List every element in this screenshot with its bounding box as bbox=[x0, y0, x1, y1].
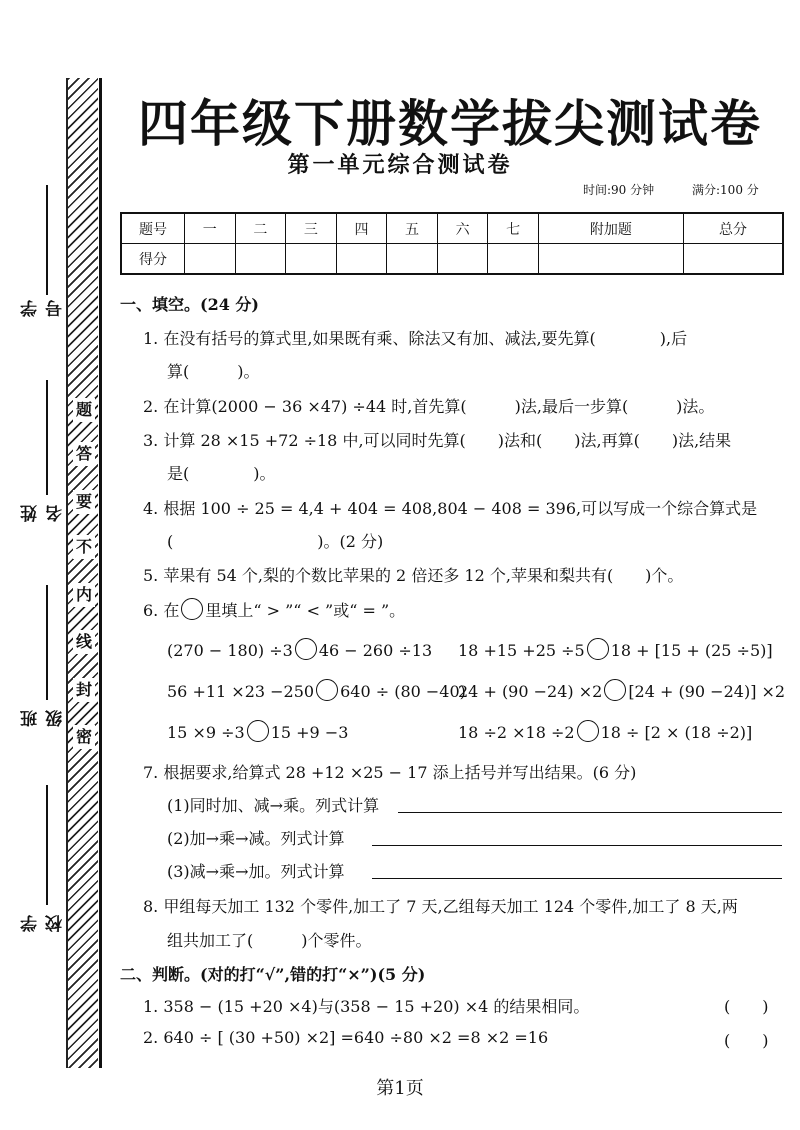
compare-left: 15 ×9 ÷3 bbox=[167, 723, 245, 742]
exam-full-score: 满分:100 分 bbox=[692, 183, 759, 197]
answer-line[interactable] bbox=[372, 878, 782, 879]
score-cell[interactable] bbox=[387, 244, 438, 275]
compare-right: 46 − 260 ÷13 bbox=[318, 641, 433, 660]
question-8-line-a: 8. 甲组每天加工 132 个零件,加工了 7 天,乙组每天加工 124 个零件,加工了 8 天,两 bbox=[143, 897, 738, 916]
school-line[interactable] bbox=[46, 785, 48, 905]
score-table-score-row bbox=[121, 244, 783, 275]
seal-char: 封 bbox=[73, 678, 95, 702]
question-6 bbox=[143, 598, 405, 621]
compare-right: [24 + (90 −24)] ×2 bbox=[628, 682, 786, 701]
question-7-sub-1: (1)同时加、减→乘。列式计算 bbox=[167, 796, 380, 815]
compare-left: 56 +11 ×23 −250 bbox=[167, 682, 315, 701]
compare-circle-icon bbox=[181, 598, 203, 620]
score-cell[interactable] bbox=[336, 244, 387, 275]
question-4-line-b: ( )。(2 分) bbox=[167, 532, 384, 551]
table-cell: 七 bbox=[488, 213, 539, 244]
exam-title: 四年级下册数学拔尖测试卷 bbox=[138, 95, 762, 153]
question-2: 2. 在计算(2000 − 36 ×47) ÷44 时,首先算( )法,最后一步算( )法。 bbox=[143, 397, 715, 416]
answer-circle[interactable] bbox=[295, 638, 317, 660]
answer-line[interactable] bbox=[372, 845, 782, 846]
page-number: 第1页 bbox=[376, 1078, 424, 1099]
exam-subtitle: 第一单元综合测试卷 bbox=[287, 152, 513, 178]
seal-char: 要 bbox=[73, 490, 95, 514]
table-cell: 五 bbox=[387, 213, 438, 244]
compare-right: 18 + [15 + (25 ÷5)] bbox=[610, 641, 773, 660]
question-6-prefix: 6. 在 bbox=[143, 601, 180, 620]
compare-right: 18 ÷ [2 × (18 ÷2)] bbox=[600, 723, 753, 742]
table-cell: 二 bbox=[235, 213, 286, 244]
seal-char: 不 bbox=[73, 535, 95, 559]
seal-char: 答 bbox=[73, 442, 95, 466]
answer-circle[interactable] bbox=[316, 679, 338, 701]
question-7-sub-3: (3)减→乘→加。列式计算 bbox=[167, 862, 345, 881]
judge-item-2: 2. 640 ÷ [ (30 +50) ×2] =640 ÷80 ×2 =8 ×2 =16 bbox=[143, 1028, 549, 1047]
score-cell[interactable] bbox=[437, 244, 488, 275]
question-4-line-a: 4. 根据 100 ÷ 25 = 4,4 + 404 = 408,804 − 408 = 396,可以写成一个综合算式是 bbox=[143, 499, 758, 518]
compare-item bbox=[458, 638, 773, 660]
judge-item-1: 1. 358 − (15 +20 ×4)与(358 − 15 +20) ×4 的结果相同。 bbox=[143, 997, 590, 1016]
score-cell[interactable] bbox=[235, 244, 286, 275]
seal-char: 线 bbox=[73, 630, 95, 654]
section-2-heading: 二、判断。(对的打“√”,错的打“×”)(5 分) bbox=[120, 965, 426, 984]
compare-item bbox=[458, 720, 752, 742]
question-1-line-a: 1. 在没有括号的算式里,如果既有乘、除法又有加、减法,要先算( ),后 bbox=[143, 329, 688, 348]
question-5: 5. 苹果有 54 个,梨的个数比苹果的 2 倍还多 12 个,苹果和梨共有( )个。 bbox=[143, 566, 684, 585]
answer-circle[interactable] bbox=[604, 679, 626, 701]
question-8-line-b: 组共加工了( )个零件。 bbox=[167, 931, 372, 950]
score-cell[interactable] bbox=[683, 244, 783, 275]
question-3-line-a: 3. 计算 28 ×15 +72 ÷18 中,可以同时先算( )法和( )法,再算( )法,结果 bbox=[143, 431, 732, 450]
table-cell: 总分 bbox=[683, 213, 783, 244]
compare-left: 24 + (90 −24) ×2 bbox=[458, 682, 603, 701]
score-cell[interactable] bbox=[286, 244, 337, 275]
compare-item bbox=[458, 679, 785, 701]
table-cell: 一 bbox=[185, 213, 236, 244]
answer-circle[interactable] bbox=[577, 720, 599, 742]
section-1-heading: 一、填空。(24 分) bbox=[120, 295, 259, 314]
score-table bbox=[120, 212, 784, 275]
class-line[interactable] bbox=[46, 585, 48, 700]
judge-answer-box[interactable]: ( ) bbox=[724, 1031, 769, 1050]
answer-circle[interactable] bbox=[587, 638, 609, 660]
compare-right: 640 ÷ (80 −40) bbox=[340, 682, 466, 701]
table-cell: 附加题 bbox=[538, 213, 683, 244]
compare-right: 15 +9 −3 bbox=[270, 723, 349, 742]
compare-left: (270 − 180) ÷3 bbox=[167, 641, 293, 660]
binding-line bbox=[99, 78, 102, 1068]
seal-char: 内 bbox=[73, 583, 95, 607]
compare-left: 18 ÷2 ×18 ÷2 bbox=[458, 723, 575, 742]
exam-time: 时间:90 分钟 bbox=[583, 183, 655, 197]
compare-item bbox=[167, 720, 348, 742]
table-cell: 四 bbox=[336, 213, 387, 244]
question-7-sub-2: (2)加→乘→减。列式计算 bbox=[167, 829, 345, 848]
table-cell: 题号 bbox=[121, 213, 185, 244]
question-3-line-b: 是( )。 bbox=[167, 464, 276, 483]
answer-line[interactable] bbox=[398, 812, 782, 813]
score-cell[interactable] bbox=[538, 244, 683, 275]
answer-circle[interactable] bbox=[247, 720, 269, 742]
question-6-suffix: 里填上“ > ”“ < ”或“ = ”。 bbox=[205, 601, 406, 620]
table-cell: 六 bbox=[437, 213, 488, 244]
table-cell: 得分 bbox=[121, 244, 185, 275]
score-cell[interactable] bbox=[488, 244, 539, 275]
table-cell: 三 bbox=[286, 213, 337, 244]
score-table-header-row bbox=[121, 213, 783, 244]
compare-item bbox=[167, 679, 466, 701]
compare-item bbox=[167, 638, 432, 660]
seal-char: 题 bbox=[73, 398, 95, 422]
name-line[interactable] bbox=[46, 380, 48, 495]
question-1-line-b: 算( )。 bbox=[167, 362, 260, 381]
judge-answer-box[interactable]: ( ) bbox=[724, 997, 769, 1016]
binding-hatch bbox=[66, 78, 98, 1068]
seal-char: 密 bbox=[73, 725, 95, 749]
question-7: 7. 根据要求,给算式 28 +12 ×25 − 17 添上括号并写出结果。(6 分) bbox=[143, 763, 637, 782]
score-cell[interactable] bbox=[185, 244, 236, 275]
compare-left: 18 +15 +25 ÷5 bbox=[458, 641, 585, 660]
student-id-line[interactable] bbox=[46, 185, 48, 295]
